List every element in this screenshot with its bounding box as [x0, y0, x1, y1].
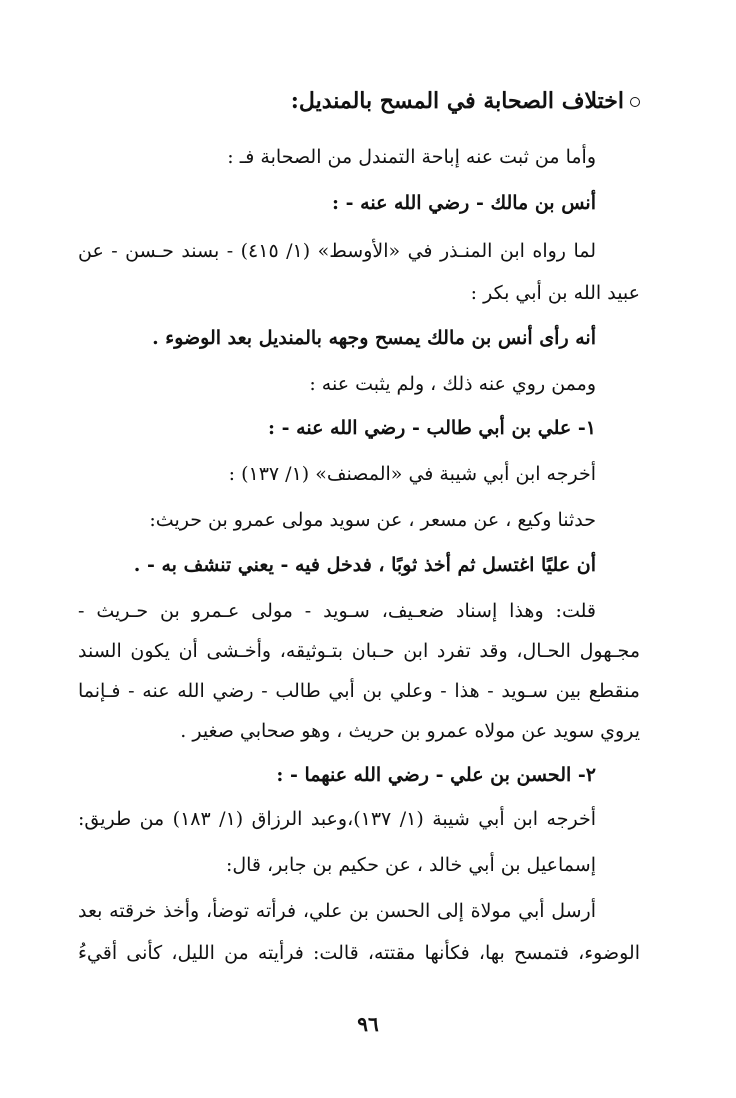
paragraph-line: قلت: وهذا إسناد ضعـيف، سـويد - مولى عـمرو بن حـريث - — [78, 600, 596, 622]
companion-heading-anas: أنس بن مالك - رضي الله عنه - : — [332, 192, 596, 214]
paragraph-line: عبيد الله بن أبي بكر : — [470, 282, 640, 304]
paragraph-line: وأما من ثبت عنه إباحة التمندل من الصحابة فـ : — [227, 146, 596, 168]
page-number: ٩٦ — [357, 1012, 379, 1036]
paragraph-line: الوضوء، فتمسح بها، فكأنها مقتته، قالت: فرأيته من الليل، كأنى أقيءُ — [78, 942, 640, 964]
paragraph-line: مجـهول الحـال، وقد تفرد ابن حـبان بتـوثيقه، وأخـشى أن يكون السند — [78, 640, 640, 662]
paragraph-line: أخرجه ابن أبي شيبة (١/ ١٣٧)،وعبد الرزاق (١/ ١٨٣) من طريق: — [78, 808, 596, 830]
hadith-text: أن عليًا اغتسل ثم أخذ ثوبًا ، فدخل فيه - يعني تنشف به - . — [133, 554, 596, 576]
paragraph-line: يروي سويد عن مولاه عمرو بن حريث ، وهو صحابي صغير . — [180, 720, 640, 742]
hadith-text: أنه رأى أنس بن مالك يمسح وجهه بالمنديل بعد الوضوء . — [152, 327, 596, 349]
paragraph-line: وممن روي عنه ذلك ، ولم يثبت عنه : — [309, 373, 596, 395]
paragraph-line: أخرجه ابن أبي شيبة في «المصنف» (١/ ١٣٧) : — [228, 463, 596, 485]
companion-heading-ali: ١- علي بن أبي طالب - رضي الله عنه - : — [268, 417, 596, 439]
paragraph-line: حدثنا وكيع ، عن مسعر ، عن سويد مولى عمرو بن حريث: — [149, 509, 596, 531]
paragraph-line: إسماعيل بن أبي خالد ، عن حكيم بن جابر، قال: — [225, 854, 596, 876]
paragraph-line: لما رواه ابن المنـذر في «الأوسط» (١/ ٤١٥) - بسند حـسن - عن — [78, 240, 596, 262]
companion-heading-hasan: ٢- الحسن بن علي - رضي الله عنهما - : — [276, 764, 596, 786]
paragraph-line: منقطع بين سـويد - هذا - وعلي بن أبي طالب - رضي الله عنه - فـإنما — [78, 680, 640, 702]
section-heading — [291, 86, 640, 116]
circle-bullet-icon — [630, 97, 640, 107]
paragraph-line: أرسل أبي مولاة إلى الحسن بن علي، فرأته توضأ، وأخذ خرقته بعد — [78, 900, 596, 922]
section-heading-text: اختلاف الصحابة في المسح بالمنديل: — [290, 88, 624, 114]
